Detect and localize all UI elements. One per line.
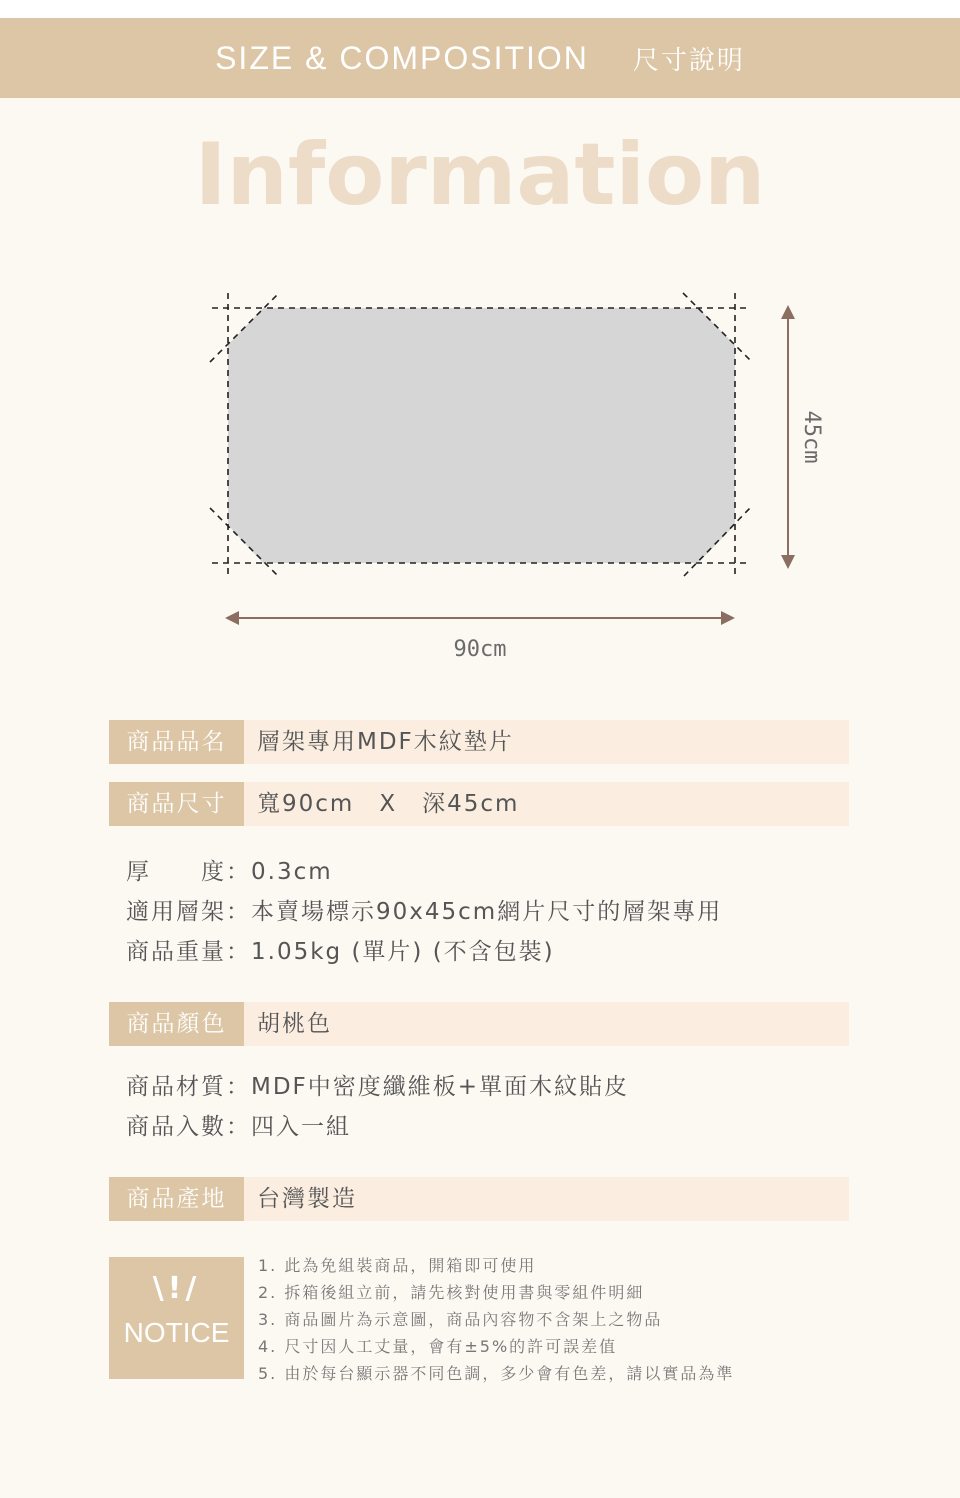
product-origin-value: 台灣製造 <box>257 1186 357 1212</box>
header-title-en: SIZE & COMPOSITION <box>215 39 589 76</box>
product-size-row <box>109 782 849 826</box>
spec-quantity <box>126 1108 351 1141</box>
size-diagram <box>0 0 960 700</box>
spec-fit <box>126 893 722 926</box>
product-origin-label: 商品產地 <box>109 1177 244 1221</box>
notice-item: 4. 尺寸因人工丈量，會有±5%的許可誤差值 <box>258 1337 618 1356</box>
spec-fit-value: 本賣場標示90x45cm網片尺寸的層架專用 <box>251 899 723 925</box>
panel-shape <box>228 308 735 563</box>
spec-thickness <box>126 853 333 886</box>
height-label: 45cm <box>799 410 824 464</box>
product-name-label: 商品品名 <box>109 720 244 764</box>
product-name-row <box>109 720 849 764</box>
spec-quantity-key: 商品入數： <box>126 1114 251 1140</box>
spec-material-value: MDF中密度纖維板+單面木紋貼皮 <box>251 1074 630 1100</box>
notice-badge <box>109 1257 244 1379</box>
spec-thickness-value: 0.3cm <box>251 859 333 885</box>
product-size-label: 商品尺寸 <box>109 782 244 826</box>
information-title: Information <box>194 125 766 225</box>
product-size-value: 寬90cm X 深45cm <box>257 791 520 817</box>
product-origin-row <box>109 1177 849 1221</box>
notice-item: 1. 此為免組裝商品，開箱即可使用 <box>258 1256 537 1275</box>
product-color-value: 胡桃色 <box>257 1011 332 1037</box>
product-name-value: 層架專用MDF木紋墊片 <box>257 729 514 755</box>
notice-item: 2. 拆箱後組立前，請先核對使用書與零組件明細 <box>258 1283 645 1302</box>
notice-item: 3. 商品圖片為示意圖，商品內容物不含架上之物品 <box>258 1310 663 1329</box>
warning-icon: \!/ <box>152 1271 201 1306</box>
spec-weight-value: 1.05kg (單片) (不含包裝) <box>251 939 555 965</box>
spec-weight <box>126 933 555 966</box>
header-title-zh: 尺寸說明 <box>632 45 745 76</box>
notice-list <box>258 1252 734 1387</box>
notice-item: 5. 由於每台顯示器不同色調，多少會有色差，請以實品為準 <box>258 1364 735 1383</box>
spec-fit-key: 適用層架： <box>126 899 251 925</box>
spec-quantity-value: 四入一組 <box>251 1114 351 1140</box>
product-color-row <box>109 1002 849 1046</box>
spec-material <box>126 1068 629 1101</box>
width-label: 90cm <box>453 637 507 662</box>
spec-thickness-key: 厚 度： <box>126 859 251 885</box>
product-color-label: 商品顏色 <box>109 1002 244 1046</box>
spec-material-key: 商品材質： <box>126 1074 251 1100</box>
notice-label: NOTICE <box>123 1317 230 1348</box>
spec-weight-key: 商品重量： <box>126 939 251 965</box>
